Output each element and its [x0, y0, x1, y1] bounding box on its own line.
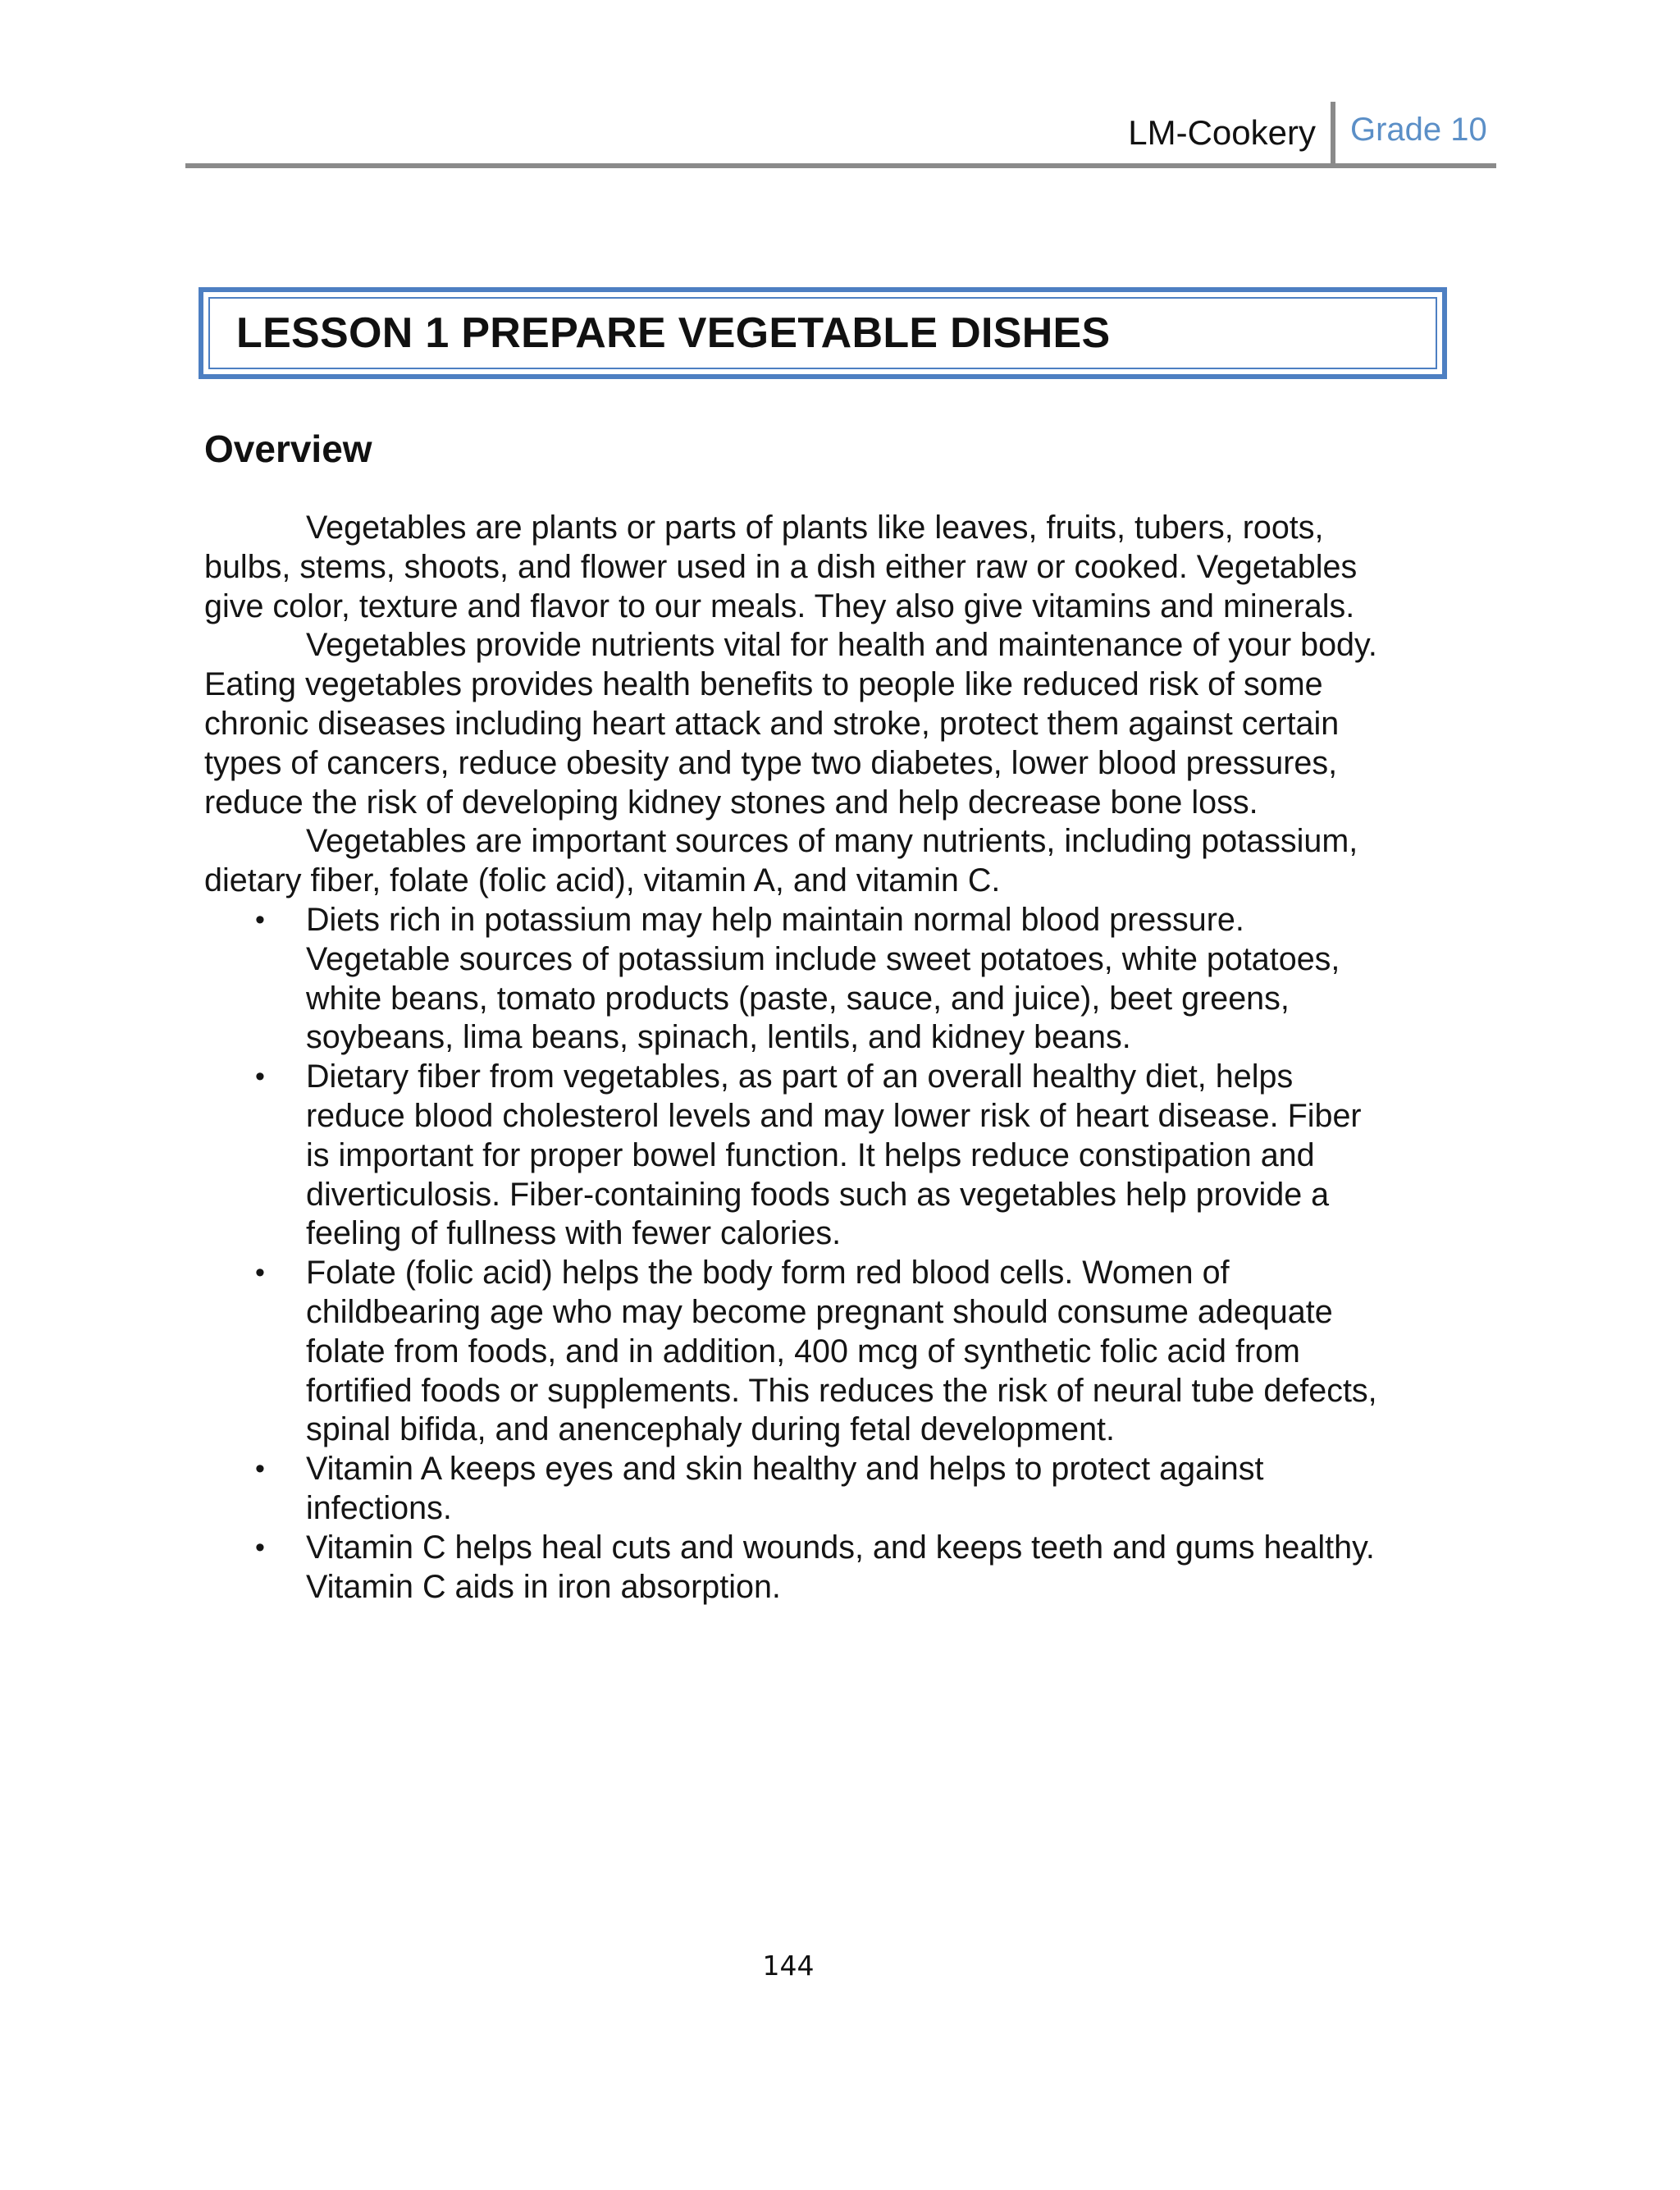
header-divider: [1331, 102, 1335, 166]
bullet-text: Vitamin C helps heal cuts and wounds, and keeps teeth and gums healthy. Vitamin C aids in iron absorption.: [306, 1529, 1375, 1605]
nutrient-bullet-item: [204, 1254, 1386, 1450]
overview-paragraph: Vegetables provide nutrients vital for health and maintenance of your body. Eating vegetables provides health benefits to people like reduced risk of some chronic diseases including heart attack and stroke, protect them against certain types of cancers, reduce obesity and type two diabetes, lower blood pressures, reduce the risk of developing kidney stones and help decrease bone loss.: [204, 627, 1377, 821]
nutrient-bullet-item: [204, 1058, 1386, 1254]
overview-body: [204, 509, 1386, 1607]
overview-paragraph: Vegetables are plants or parts of plants like leaves, fruits, tubers, roots, bulbs, stems, shoots, and flower used in a dish either raw or cooked. Vegetables give color, texture and flavor to our meals. They also give vitamins and minerals.: [204, 510, 1358, 624]
bullet-text: Folate (folic acid) helps the body form red blood cells. Women of childbearing age who may become pregnant should consume adequate folate from foods, and in addition, 400 mcg of synthetic folic acid from fortified foods or supplements. This reduces the risk of neural tube defects, spinal bifida, and anencephaly during fetal development.: [306, 1255, 1377, 1448]
header-title: LM-Cookery: [1128, 113, 1316, 152]
bullet-text: Vitamin A keeps eyes and skin healthy and helps to protect against infections.: [306, 1451, 1264, 1526]
header-grade: Grade 10: [1350, 112, 1487, 148]
nutrient-bullet-item: [204, 901, 1386, 1058]
nutrient-bullet-item: [204, 1529, 1386, 1607]
overview-heading: Overview: [204, 427, 372, 470]
bullet-icon: •: [255, 1453, 265, 1485]
bullet-icon: •: [255, 1257, 265, 1289]
lesson-title-box: [199, 287, 1447, 379]
bullet-icon: •: [255, 903, 265, 935]
page-number: 144: [762, 1950, 815, 1982]
bullet-text: Dietary fiber from vegetables, as part of an overall healthy diet, helps reduce blood cholesterol levels and may lower risk of heart disease. Fiber is important for proper bowel function. It helps reduce constipation and diverticulosis. Fiber-containing foods such as vegetables help provide a feeling of fullness with fewer calories.: [306, 1058, 1362, 1252]
overview-paragraph: Vegetables are important sources of many nutrients, including potassium, dietary fiber, folate (folic acid), vitamin A, and vitamin C.: [204, 823, 1358, 899]
bullet-text: Diets rich in potassium may help maintain normal blood pressure. Vegetable sources of potassium include sweet potatoes, white potatoes, white beans, tomato products (paste, sauce, and juice), beet greens, soybeans, lima beans, spinach, lentils, and kidney beans.: [306, 901, 1340, 1056]
nutrient-bullet-list: [204, 901, 1386, 1607]
header-rule: [185, 163, 1496, 168]
bullet-icon: •: [255, 1531, 265, 1563]
lesson-title: LESSON 1 PREPARE VEGETABLE DISHES: [236, 309, 1111, 357]
bullet-icon: •: [255, 1061, 265, 1093]
nutrient-bullet-item: [204, 1450, 1386, 1529]
